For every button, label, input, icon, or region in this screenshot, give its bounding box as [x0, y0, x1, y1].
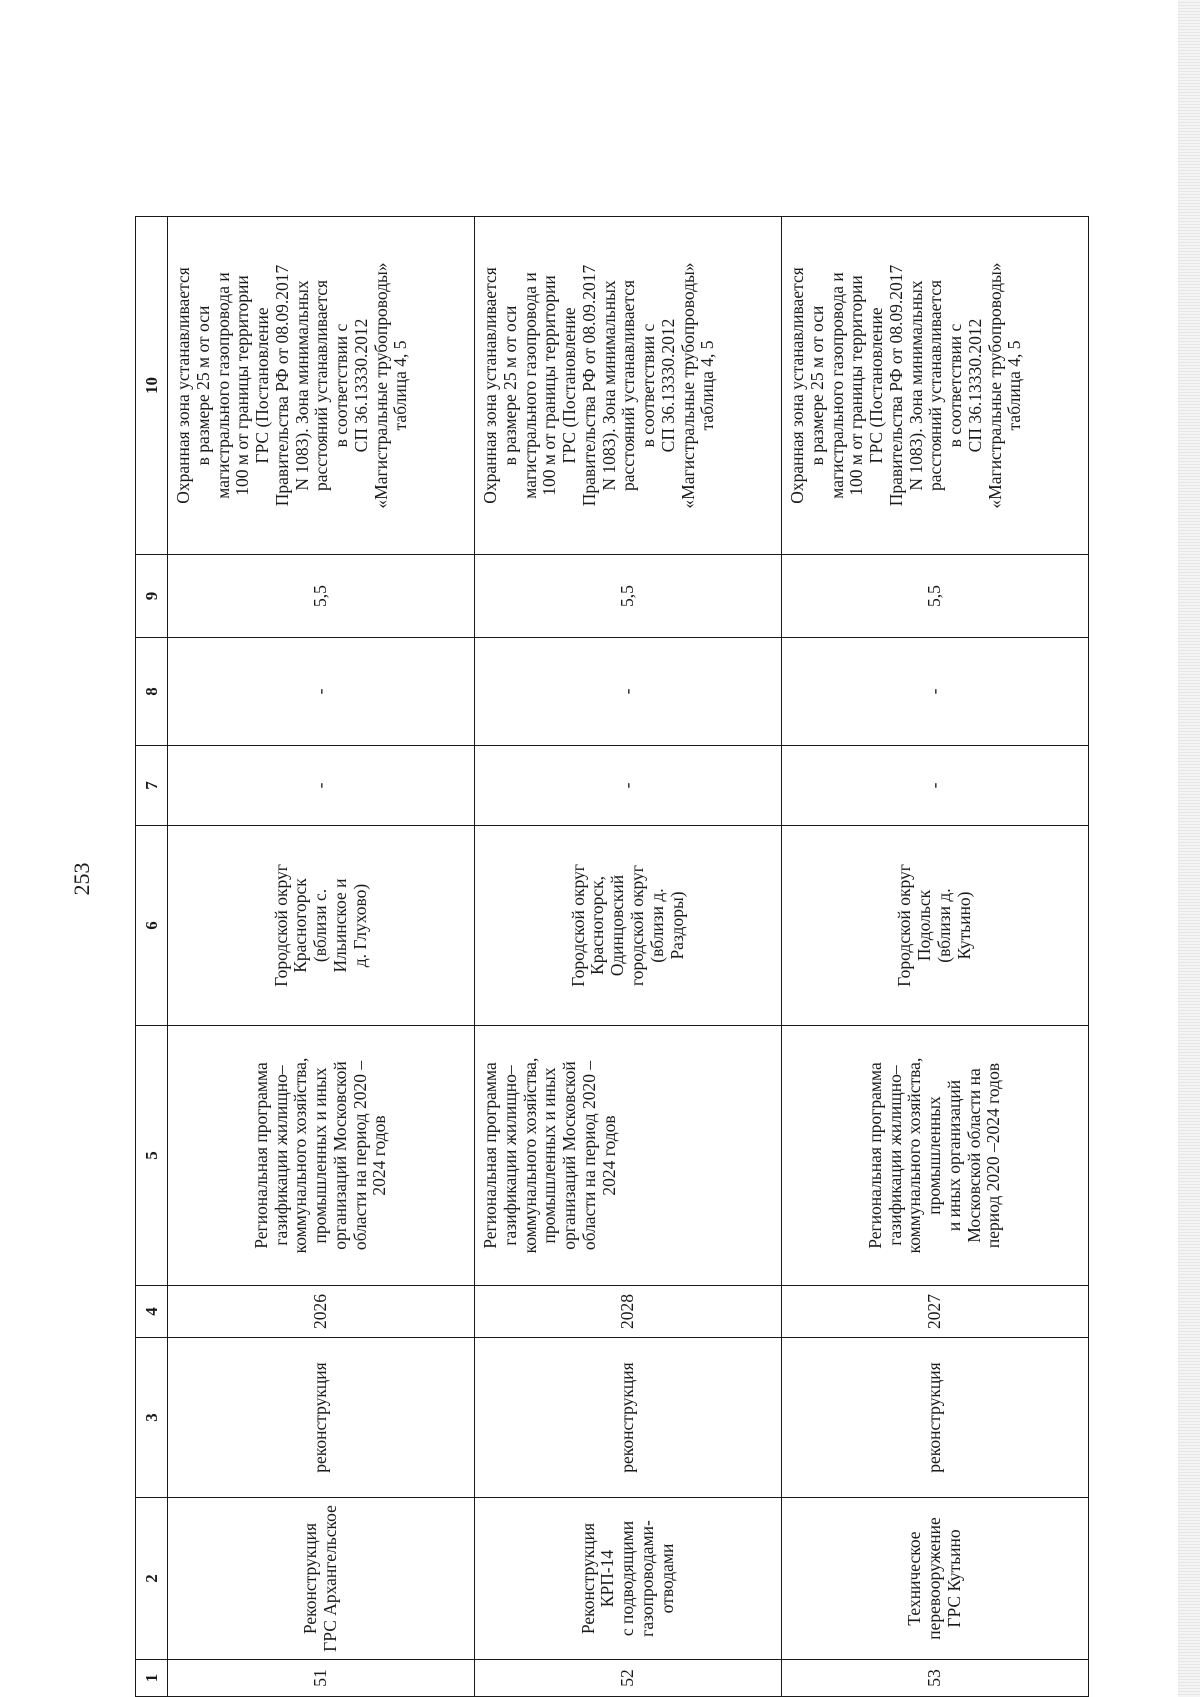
header-cell: 3 — [136, 1338, 168, 1498]
col8-cell: - — [782, 638, 1089, 746]
year-cell: 2028 — [475, 1286, 782, 1338]
header-cell: 2 — [136, 1498, 168, 1660]
table-row — [475, 217, 782, 1697]
data-table-container — [135, 217, 1089, 1697]
col9-cell: 5,5 — [168, 555, 475, 638]
col9-cell: 5,5 — [782, 555, 1089, 638]
location-cell: Городской округ Красногорск, Одинцовский городской округ (вблизи д. Раздоры) — [475, 826, 782, 1026]
program-cell: Региональная программа газификации жилищно– коммунального хозяйства, промышленных и иных организаций Московской области на период 2020 – 2024 годов — [168, 1026, 475, 1286]
work-type-cell: реконструкция — [168, 1338, 475, 1498]
table-header-row — [136, 217, 168, 1697]
row-number: 52 — [475, 1660, 782, 1697]
header-cell: 4 — [136, 1286, 168, 1338]
object-name-cell: Реконструкция ГРС Архангельское — [168, 1498, 475, 1660]
row-number: 51 — [168, 1660, 475, 1697]
header-cell: 9 — [136, 555, 168, 638]
work-type-cell: реконструкция — [475, 1338, 782, 1498]
program-cell: Региональная программа газификации жилищно– коммунального хозяйства, промышленных и иных организаций Московской области на период 2020 – 2024 годов — [475, 1026, 782, 1286]
location-cell: Городской округ Красногорск (вблизи с. Ильинское и д. Глухово) — [168, 826, 475, 1026]
data-table — [135, 216, 1089, 1697]
table-row — [782, 217, 1089, 1697]
page-number: 253 — [69, 862, 94, 896]
location-cell: Городской округ Подольск (вблизи д. Кутьино) — [782, 826, 1089, 1026]
header-cell: 5 — [136, 1026, 168, 1286]
col8-cell: - — [475, 638, 782, 746]
col7-cell: - — [782, 746, 1089, 826]
header-cell: 6 — [136, 826, 168, 1026]
program-cell: Региональная программа газификации жилищно– коммунального хозяйства, промышленных и иных организаций Московской области на период 2020 –2024 годов — [782, 1026, 1089, 1286]
work-type-cell: реконструкция — [782, 1338, 1089, 1498]
col7-cell: - — [475, 746, 782, 826]
protection-zone-cell: Охранная зона устанавливается в размере 25 м от оси магистрального газопровода и 100 м от границы территории ГРС (Постановление Правительства РФ от 08.09.2017 N 1083). Зона минимальных расстояний устанавливается в соответствии с СП 36.13330.2012 «Магистральные трубопроводы» таблица 4, 5 — [782, 217, 1089, 555]
protection-zone-cell: Охранная зона устанавливается в размере 25 м от оси магистрального газопровода и 100 м от границы территории ГРС (Постановление Правительства РФ от 08.09.2017 N 1083). Зона минимальных расстояний устанавливается в соответствии с СП 36.13330.2012 «Магистральные трубопроводы» таблица 4, 5 — [168, 217, 475, 555]
header-cell: 10 — [136, 217, 168, 555]
scan-edge-strip — [1178, 0, 1200, 1697]
col8-cell: - — [168, 638, 475, 746]
year-cell: 2026 — [168, 1286, 475, 1338]
object-name-cell: Реконструкция КРП-14 с подводящими газопроводами- отводами — [475, 1498, 782, 1660]
row-number: 53 — [782, 1660, 1089, 1697]
protection-zone-cell: Охранная зона устанавливается в размере 25 м от оси магистрального газопровода и 100 м от границы территории ГРС (Постановление Правительства РФ от 08.09.2017 N 1083). Зона минимальных расстояний устанавливается в соответствии с СП 36.13330.2012 «Магистральные трубопроводы» таблица 4, 5 — [475, 217, 782, 555]
table-row — [168, 217, 475, 1697]
col9-cell: 5,5 — [475, 555, 782, 638]
year-cell: 2027 — [782, 1286, 1089, 1338]
header-cell: 8 — [136, 638, 168, 746]
col7-cell: - — [168, 746, 475, 826]
header-cell: 7 — [136, 746, 168, 826]
object-name-cell: Техническое перевооружение ГРС Кутьино — [782, 1498, 1089, 1660]
header-cell: 1 — [136, 1660, 168, 1697]
